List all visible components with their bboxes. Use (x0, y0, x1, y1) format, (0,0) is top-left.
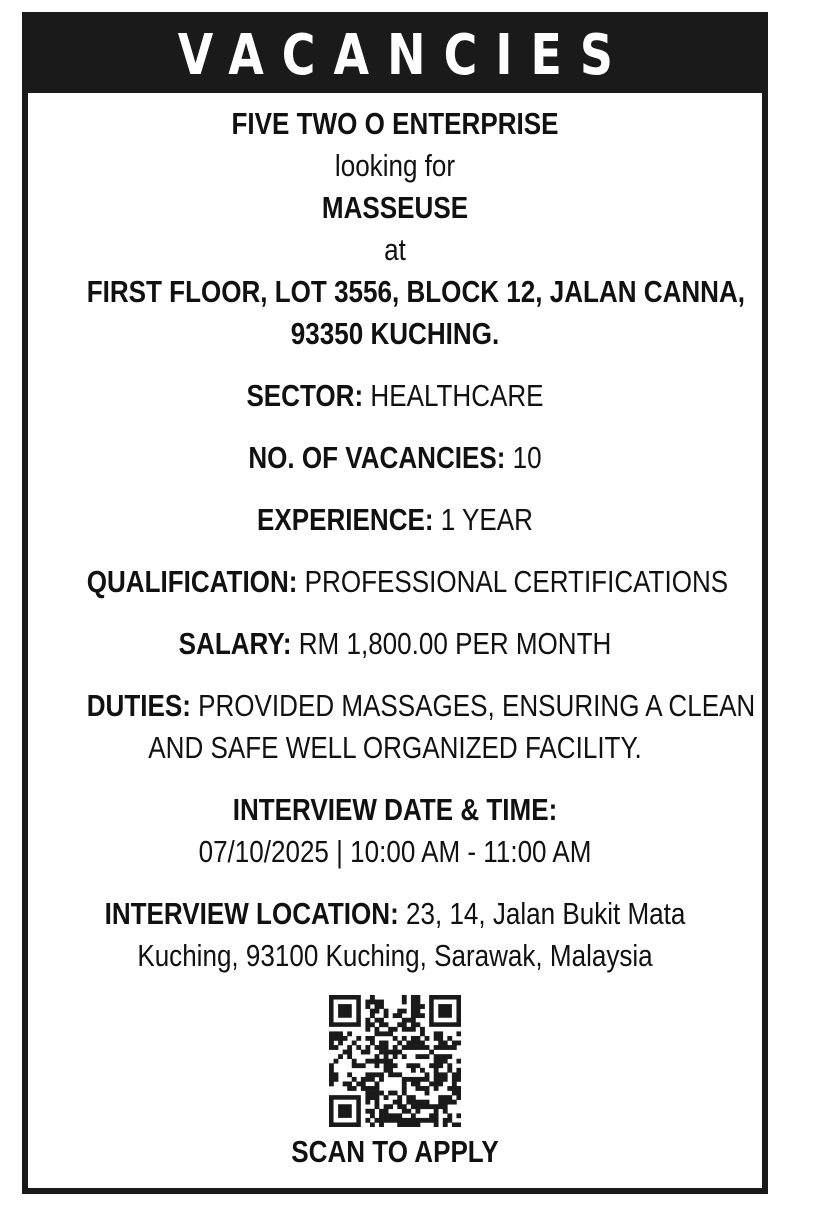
interview-location-value-line-1: 23, 14, Jalan Bukit Mata (406, 896, 686, 931)
salary-row (87, 623, 704, 665)
vacancies-row (87, 437, 704, 479)
duties-row (86, 685, 756, 727)
scan-to-apply-label: SCAN TO APPLY (291, 1134, 499, 1169)
duties-value-line-2: AND SAFE WELL ORGANIZED FACILITY. (148, 730, 642, 765)
interview-location-row (87, 893, 704, 935)
looking-for-text: looking for (334, 148, 456, 183)
banner (28, 18, 762, 93)
experience-row (87, 499, 704, 541)
banner-title: VACANCIES (177, 22, 631, 88)
address-line-2: 93350 KUCHING. (290, 316, 500, 351)
duties-label: DUTIES: (86, 688, 191, 723)
qr-code-icon[interactable] (329, 995, 461, 1127)
at-text: at (384, 232, 406, 267)
salary-label: SALARY: (178, 626, 292, 661)
qualification-label: QUALIFICATION: (86, 564, 298, 599)
company-name: FIVE TWO O ENTERPRISE (231, 106, 559, 141)
vacancies-label: NO. OF VACANCIES: (248, 440, 506, 475)
sector-label: SECTOR: (246, 378, 364, 413)
interview-datetime-value: 07/10/2025 | 10:00 AM - 11:00 AM (198, 834, 592, 869)
salary-value: RM 1,800.00 PER MONTH (298, 626, 612, 661)
interview-location-value-line-2: Kuching, 93100 Kuching, Sarawak, Malaysia (137, 938, 653, 973)
qr-code-graphic (329, 995, 461, 1127)
qualification-row (86, 561, 729, 603)
duties-value-line-1: PROVIDED MASSAGES, ENSURING A CLEAN (198, 688, 756, 723)
vacancies-value: 10 (512, 440, 542, 475)
experience-label: EXPERIENCE: (257, 502, 434, 537)
interview-location-label: INTERVIEW LOCATION: (104, 896, 399, 931)
sector-value: HEALTHCARE (370, 378, 544, 413)
experience-value: 1 YEAR (440, 502, 533, 537)
position-title: MASSEUSE (321, 190, 469, 225)
interview-datetime-label: INTERVIEW DATE & TIME: (232, 792, 558, 827)
ad-content (28, 93, 762, 1173)
vacancy-ad (22, 12, 768, 1194)
sector-row (87, 375, 704, 417)
address-line-1: FIRST FLOOR, LOT 3556, BLOCK 12, JALAN CANNA, (86, 274, 746, 309)
qualification-value: PROFESSIONAL CERTIFICATIONS (304, 564, 729, 599)
